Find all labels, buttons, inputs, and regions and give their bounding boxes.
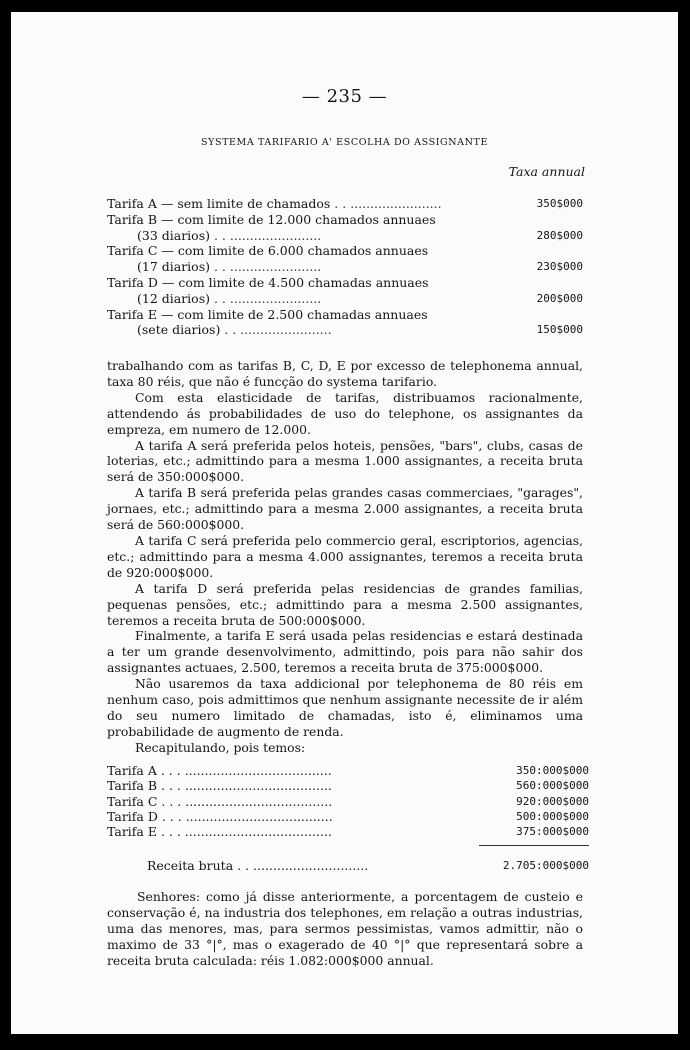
recap-row — [107, 794, 589, 809]
recap-label: Tarifa B . . . ..................................... — [107, 778, 332, 794]
page-number: — 235 — — [301, 86, 388, 107]
tariff-table — [107, 196, 583, 338]
tariff-description: Tarifa A — sem limite de chamados . . ....................... — [107, 196, 442, 211]
tariff-description: (sete diarios) . . ....................... — [137, 322, 332, 338]
tariff-amount: 200$000 — [536, 291, 583, 305]
recap-row — [107, 778, 589, 793]
body-paragraph: Com esta elasticidade de tarifas, distribuamos racionalmente, attendendo ás probabilidades de uso do telephone, os assignantes da empreza, em numero de 12.000. — [107, 389, 583, 437]
tariff-line — [107, 228, 583, 244]
body-paragraph: A tarifa D será preferida pelas residencias de grandes familias, pequenas pensões, etc.; admittindo para a mesma 2.500 assignantes, teremos a receita bruta de 500:000$000. — [107, 580, 583, 628]
recap-amount: 375:000$000 — [516, 825, 589, 839]
book-page — [11, 12, 678, 1034]
recap-label: Tarifa A . . . ..................................... — [107, 763, 332, 778]
tariff-line — [107, 196, 583, 212]
recap-table — [107, 763, 589, 839]
recap-amount: 560:000$000 — [516, 779, 589, 793]
recap-label: Tarifa E . . . ..................................... — [107, 824, 332, 840]
tariff-line — [107, 291, 583, 307]
tariff-description: (17 diarios) . . ....................... — [137, 259, 322, 275]
tariff-line — [107, 307, 583, 323]
column-header: Taxa annual — [508, 164, 585, 179]
total-label: Receita bruta . . ............................. — [147, 858, 369, 873]
body-paragraph: A tarifa C será preferida pelo commercio geral, escriptorios, agencias, etc.; admittindo para a mesma 4.000 assignantes, teremos a receita bruta de 920:000$000. — [107, 532, 583, 580]
tariff-line — [107, 259, 583, 275]
recap-row — [107, 809, 589, 824]
recap-row — [107, 824, 589, 839]
closing-text: Senhores: como já disse anteriormente, a porcentagem de custeio e conservação é, na industria dos telephones, em relação a outras industrias, uma das menores, mas, para sermos pessimistas, vamos admittir, não o maximo de 33 °|°, mas o exagerado de 40 °|° que representará sobre a receita bruta calculada: réis 1.082:000$000 annual. — [107, 889, 583, 968]
body-paragraph: Não usaremos da taxa addicional por telephonema de 80 réis em nenhum caso, pois admittimos que nenhum assignante necessite de ir além do seu numero limitado de chamadas, isto é, eliminamos uma probabilidade de augmento de renda. — [107, 676, 583, 739]
closing-paragraph — [107, 889, 583, 969]
recap-amount: 350:000$000 — [516, 764, 589, 777]
tariff-amount: 150$000 — [536, 323, 583, 337]
tariff-line — [107, 212, 583, 228]
leader-dots: . . ....................... — [210, 290, 322, 306]
body-paragraph: A tarifa A será preferida pelos hoteis, pensões, "bars", clubs, casas de loterias, etc.; admittindo para a mesma 1.000 assignantes, a receita bruta será de 350:000$000. — [107, 437, 583, 485]
tariff-description: Tarifa D — com limite de 4.500 chamadas annuaes — [107, 274, 429, 290]
tariff-description: Tarifa B — com limite de 12.000 chamados annuaes — [107, 211, 436, 227]
tariff-line — [107, 275, 583, 291]
recap-amount: 920:000$000 — [516, 794, 589, 808]
body-paragraph: trabalhando com as tarifas B, C, D, E por excesso de telephonema annual, taxa 80 réis, que não é funcção do systema tarifario. — [107, 358, 583, 389]
body-paragraph: Finalmente, a tarifa E será usada pelas residencias e estará destinada a ter um grande desenvolvimento, admittindo, pois para não sahir dos assignantes actuaes, 2.500, teremos a receita bruta de 375:000$000. — [107, 628, 583, 676]
total-row — [107, 858, 589, 874]
tariff-description: (12 diarios) . . ....................... — [137, 290, 322, 306]
leader-dots: . . ....................... — [210, 227, 322, 243]
tariff-description: (33 diarios) . . ....................... — [137, 227, 322, 243]
body-text — [107, 358, 583, 756]
tariff-amount: 350$000 — [536, 197, 583, 210]
tariff-amount: 280$000 — [536, 228, 583, 242]
tariff-amount: 230$000 — [536, 260, 583, 274]
recap-row — [107, 763, 589, 778]
total-amount: 2.705:000$000 — [502, 859, 589, 872]
recap-label: Tarifa C . . . ..................................... — [107, 793, 333, 809]
leader-dots: . . ....................... — [330, 196, 442, 211]
tariff-description: Tarifa E — com limite de 2.500 chamadas annuaes — [107, 306, 428, 322]
section-heading: SYSTEMA TARIFARIO A' ESCOLHA DO ASSIGNANTE — [201, 137, 488, 148]
recap-label: Tarifa D . . . ..................................... — [107, 808, 333, 824]
sum-rule — [479, 845, 589, 846]
body-paragraph: A tarifa B será preferida pelas grandes casas commerciaes, "garages", jornaes, etc.; admittindo para a mesma 2.000 assignantes, a receita bruta será de 560:000$000. — [107, 485, 583, 533]
leader-dots: . . ....................... — [210, 259, 322, 275]
tariff-line — [107, 322, 583, 338]
body-paragraph: Recapitulando, pois temos: — [135, 739, 306, 755]
leader-dots: . . ....................... — [220, 322, 332, 338]
recap-amount: 500:000$000 — [516, 809, 589, 823]
tariff-line — [107, 243, 583, 259]
tariff-description: Tarifa C — com limite de 6.000 chamados annuaes — [107, 243, 429, 259]
